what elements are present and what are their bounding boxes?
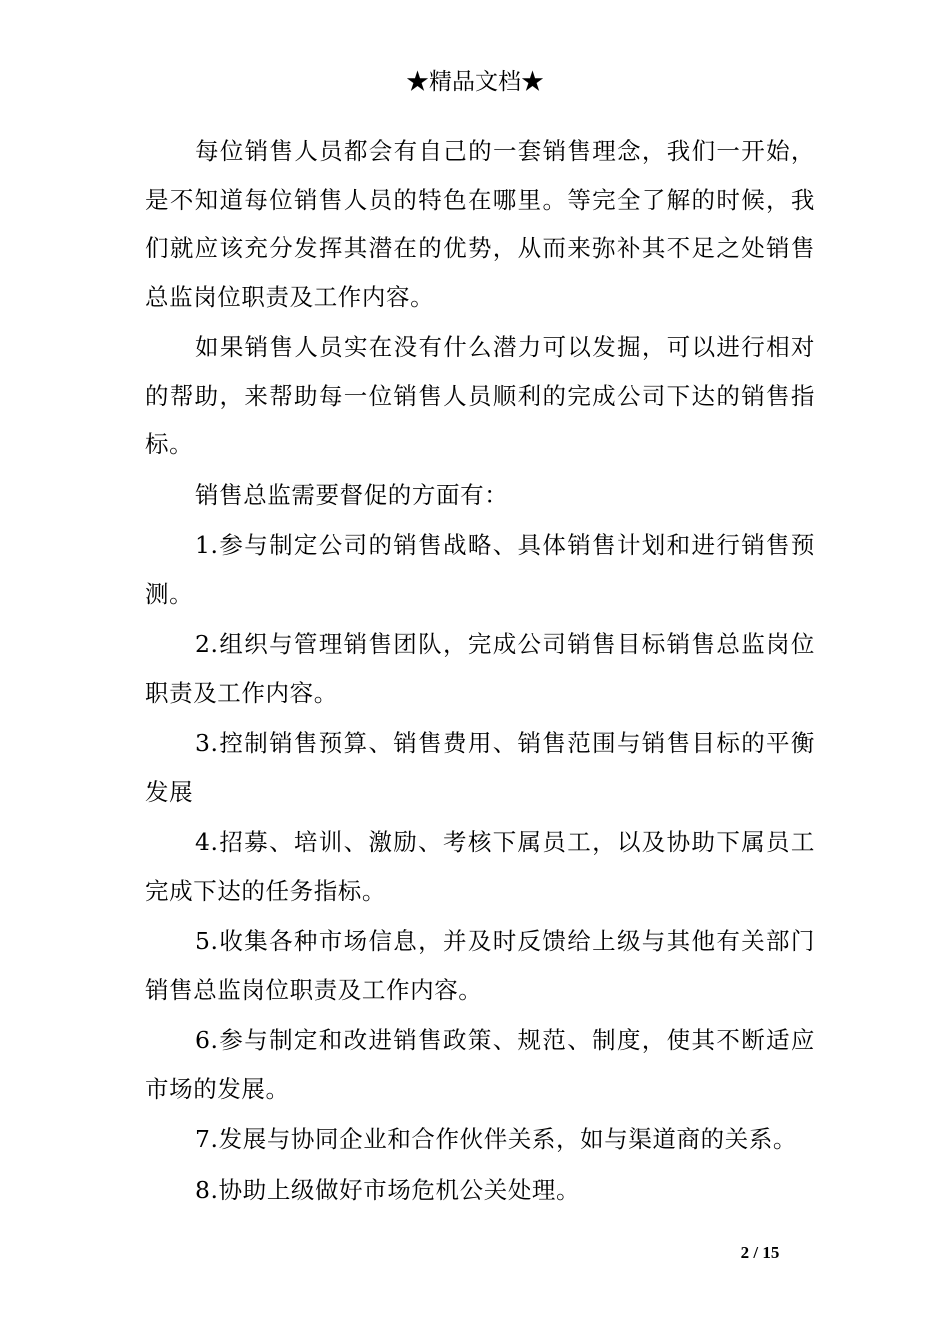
document-body [145, 127, 815, 1216]
list-item-6: 6.参与制定和改进销售政策、规范、制度，使其不断适应市场的发展。 [145, 1026, 815, 1103]
list-item-5: 5.收集各种市场信息，并及时反馈给上级与其他有关部门销售总监岗位职责及工作内容。 [145, 927, 815, 1004]
list-item-1: 1.参与制定公司的销售战略、具体销售计划和进行销售预测。 [145, 531, 815, 608]
page-header-title: ★精品文档★ [406, 69, 544, 95]
paragraph-help-salespeople: 如果销售人员实在没有什么潜力可以发掘，可以进行相对的帮助，来帮助每一位销售人员顺利的完成公司下达的销售指标。 [145, 333, 815, 458]
paragraph-supervision-intro: 销售总监需要督促的方面有： [195, 480, 509, 509]
page-number: 2 / 15 [740, 1243, 780, 1262]
list-item-8: 8.协助上级做好市场危机公关处理。 [195, 1175, 581, 1204]
list-item-4: 4.招募、培训、激励、考核下属员工，以及协助下属员工完成下达的任务指标。 [145, 828, 815, 905]
list-item-3: 3.控制销售预算、销售费用、销售范围与销售目标的平衡发展 [145, 729, 815, 806]
paragraph-sales-philosophy: 每位销售人员都会有自己的一套销售理念，我们一开始，是不知道每位销售人员的特色在哪里。等完全了解的时候，我们就应该充分发挥其潜在的优势，从而来弥补其不足之处销售总监岗位职责及工作内容。 [145, 137, 815, 311]
list-item-7: 7.发展与协同企业和合作伙伴关系，如与渠道商的关系。 [195, 1125, 798, 1153]
list-item-2: 2.组织与管理销售团队，完成公司销售目标销售总监岗位职责及工作内容。 [145, 630, 815, 707]
